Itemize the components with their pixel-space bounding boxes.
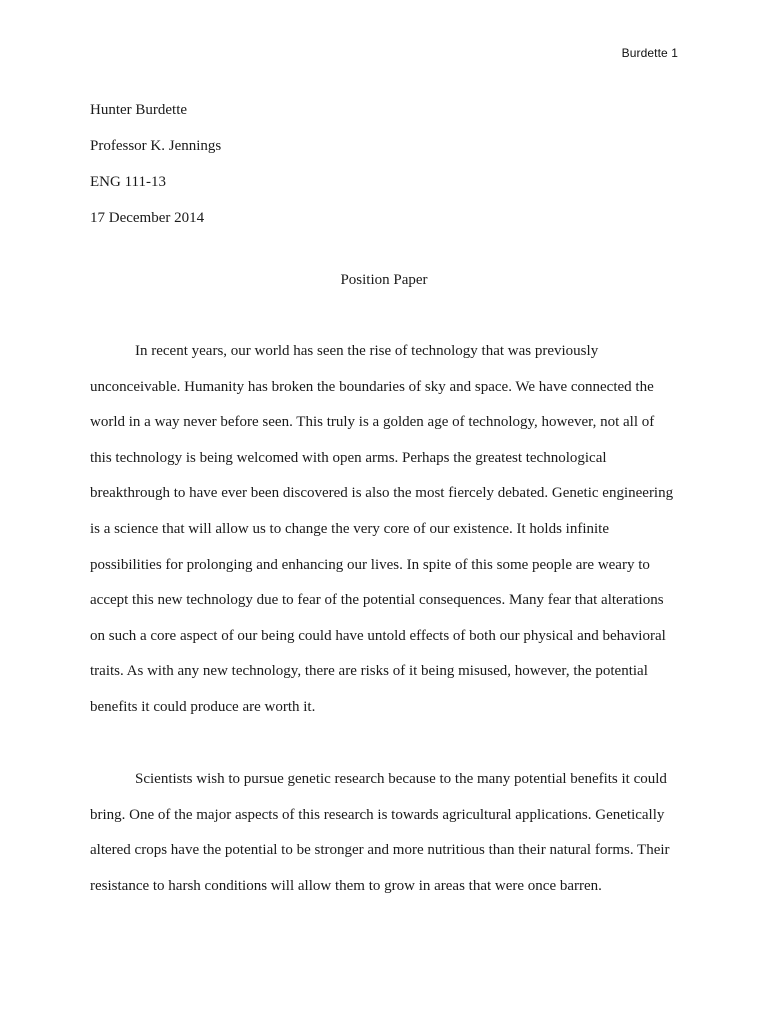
paragraph-1 bbox=[90, 334, 680, 726]
paper-title: Position Paper bbox=[340, 272, 428, 288]
paragraph-line: Scientists wish to pursue genetic research because to the many potential benefits it could bbox=[135, 771, 667, 787]
paragraph-line: accept this new technology due to fear of the potential consequences. Many fear that alterations bbox=[90, 592, 664, 609]
submission-date: 17 December 2014 bbox=[90, 210, 205, 226]
paragraph-line: on such a core aspect of our being could have untold effects of both our physical and behavioral bbox=[90, 627, 666, 644]
paragraph-line: In recent years, our world has seen the rise of technology that was previously bbox=[135, 343, 599, 359]
paragraph-line: possibilities for prolonging and enhancing our lives. In spite of this some people are weary to bbox=[90, 556, 650, 573]
paragraph-line: bring. One of the major aspects of this research is towards agricultural applications. Genetically bbox=[90, 806, 665, 823]
paragraph-line: is a science that will allow us to change the very core of our existence. It holds infinite bbox=[90, 520, 610, 537]
paragraph-line: this technology is being welcomed with open arms. Perhaps the greatest technological bbox=[90, 449, 607, 466]
course-code: ENG 111-13 bbox=[90, 174, 166, 190]
paragraph-line: traits. As with any new technology, there are risks of it being misused, however, the potential bbox=[90, 663, 648, 680]
paragraph-line: world in a way never before seen. This truly is a golden age of technology, however, not all of bbox=[90, 414, 655, 431]
author-name: Hunter Burdette bbox=[90, 102, 188, 118]
paragraph-line: benefits it could produce are worth it. bbox=[90, 698, 316, 715]
running-head-page-number: Burdette 1 bbox=[621, 46, 678, 60]
paragraph-line: breakthrough to have ever been discovered is also the most fiercely debated. Genetic engineering bbox=[90, 485, 674, 502]
paragraph-line: altered crops have the potential to be stronger and more nutritious than their natural forms. Their bbox=[90, 842, 670, 859]
paragraph-line: resistance to harsh conditions will allow them to grow in areas that were once barren. bbox=[90, 877, 602, 894]
instructor-name: Professor K. Jennings bbox=[90, 138, 222, 154]
paragraph-2 bbox=[90, 762, 680, 904]
mla-heading bbox=[90, 92, 680, 236]
paragraph-line: unconceivable. Humanity has broken the boundaries of sky and space. We have connected the bbox=[90, 378, 654, 395]
